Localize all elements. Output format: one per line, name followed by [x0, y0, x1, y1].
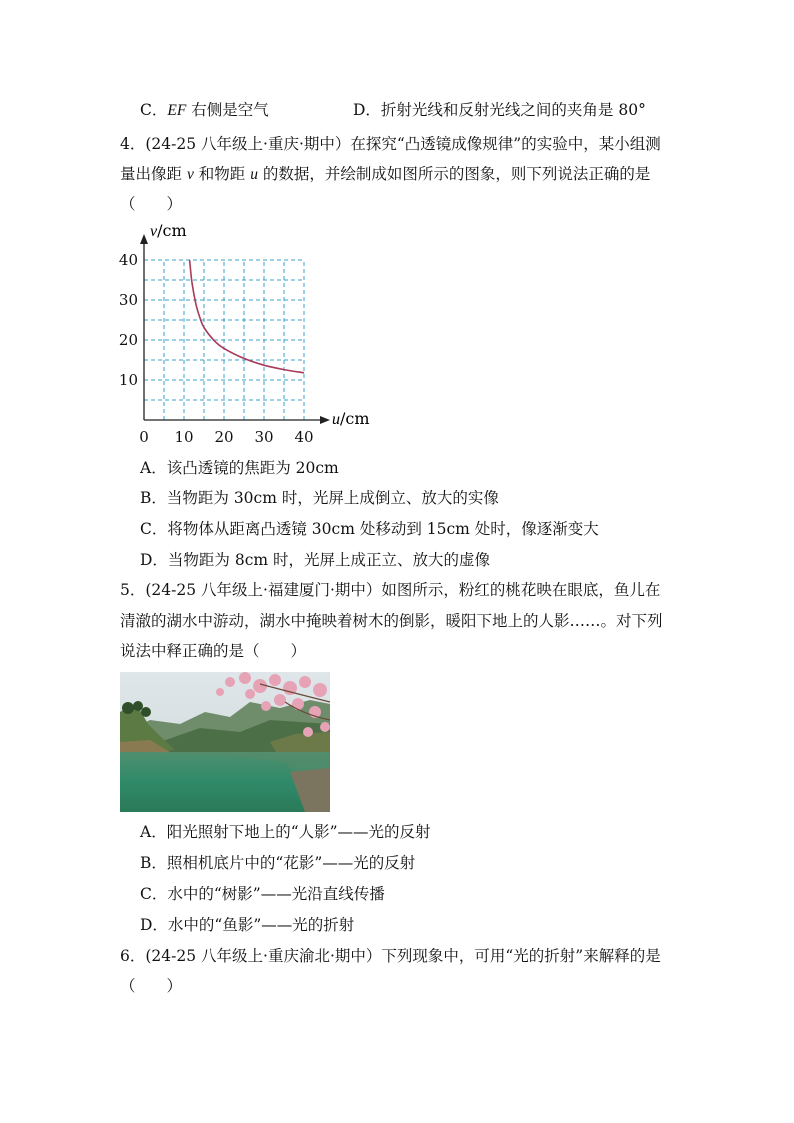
- option-c-q3: [140, 100, 269, 121]
- option-c-italic: EF: [167, 102, 187, 119]
- x-tick-label: 30: [254, 428, 274, 446]
- q4-option-d: D．当物距为 8cm 时，光屏上成正立、放大的虚像: [140, 551, 491, 569]
- q5-option-c: C．水中的“树影”——光沿直线传播: [140, 885, 385, 903]
- x-axis-label: u/cm: [332, 409, 370, 428]
- y-axis-arrow: [140, 234, 148, 244]
- x-tick-label: 0: [139, 428, 149, 446]
- x-tick-label: 40: [294, 428, 314, 446]
- q4-line1: 4．(24-25 八年级上·重庆·期中）在探究“凸透镜成像规律”的实验中，某小组测: [120, 135, 661, 153]
- option-d-q3: D．折射光线和反射光线之间的夹角是 80°: [353, 101, 646, 119]
- q4-option-c: C．将物体从距离凸透镜 30cm 处移动到 15cm 处时，像逐渐变大: [140, 520, 599, 538]
- q5-line3: 说法中释正确的是（ ）: [120, 642, 307, 660]
- chart-curve-v-vs-u: [190, 260, 304, 373]
- q4-var-u: u: [250, 166, 258, 183]
- q5-option-b: B．照相机底片中的“花影”——光的反射: [140, 854, 416, 872]
- q6-answer-blank: （ ）: [120, 977, 183, 995]
- q4-line2-a: 量出像距: [120, 165, 187, 183]
- lake-peach-blossom-photo: [120, 672, 330, 812]
- q4-line2-b: 和物距: [193, 165, 251, 183]
- q5-line2: 清澈的湖水中游动，湖水中掩映着树木的倒影，暖阳下地上的人影……。对下列: [120, 612, 663, 630]
- x-axis-arrow: [320, 416, 330, 424]
- option-c-prefix: C．: [140, 101, 168, 119]
- y-tick-label: 10: [118, 371, 138, 389]
- q5-option-a: A．阳光照射下地上的“人影”——光的反射: [140, 823, 431, 841]
- q5-option-d: D．水中的“鱼影”——光的折射: [140, 916, 355, 934]
- q4-line2-c: 的数据，并绘制成如图所示的图象，则下列说法正确的是: [257, 165, 651, 183]
- y-tick-label: 20: [118, 331, 138, 349]
- image-distance-chart: [118, 222, 378, 447]
- q6-line1: 6．(24-25 八年级上·重庆渝北·期中）下列现象中，可用“光的折射”来解释的是: [120, 947, 661, 965]
- x-tick-label: 20: [214, 428, 234, 446]
- y-tick-label: 30: [118, 291, 138, 309]
- q4-answer-blank: （ ）: [120, 195, 183, 213]
- q5-line1: 5．(24-25 八年级上·福建厦门·期中）如图所示，粉红的桃花映在眼底，鱼儿在: [120, 581, 661, 599]
- y-axis-label: v/cm: [150, 222, 187, 240]
- chart-grid: [144, 260, 304, 420]
- y-tick-label: 40: [118, 251, 138, 269]
- q4-line2: [120, 164, 650, 185]
- x-tick-label: 10: [174, 428, 194, 446]
- q4-option-a: A．该凸透镜的焦距为 20cm: [140, 459, 339, 477]
- chart-axes: [140, 234, 330, 424]
- q4-option-b: B．当物距为 30cm 时，光屏上成倒立、放大的实像: [140, 489, 499, 507]
- option-c-text: 右侧是空气: [191, 101, 269, 119]
- q4-var-v: v: [186, 166, 194, 183]
